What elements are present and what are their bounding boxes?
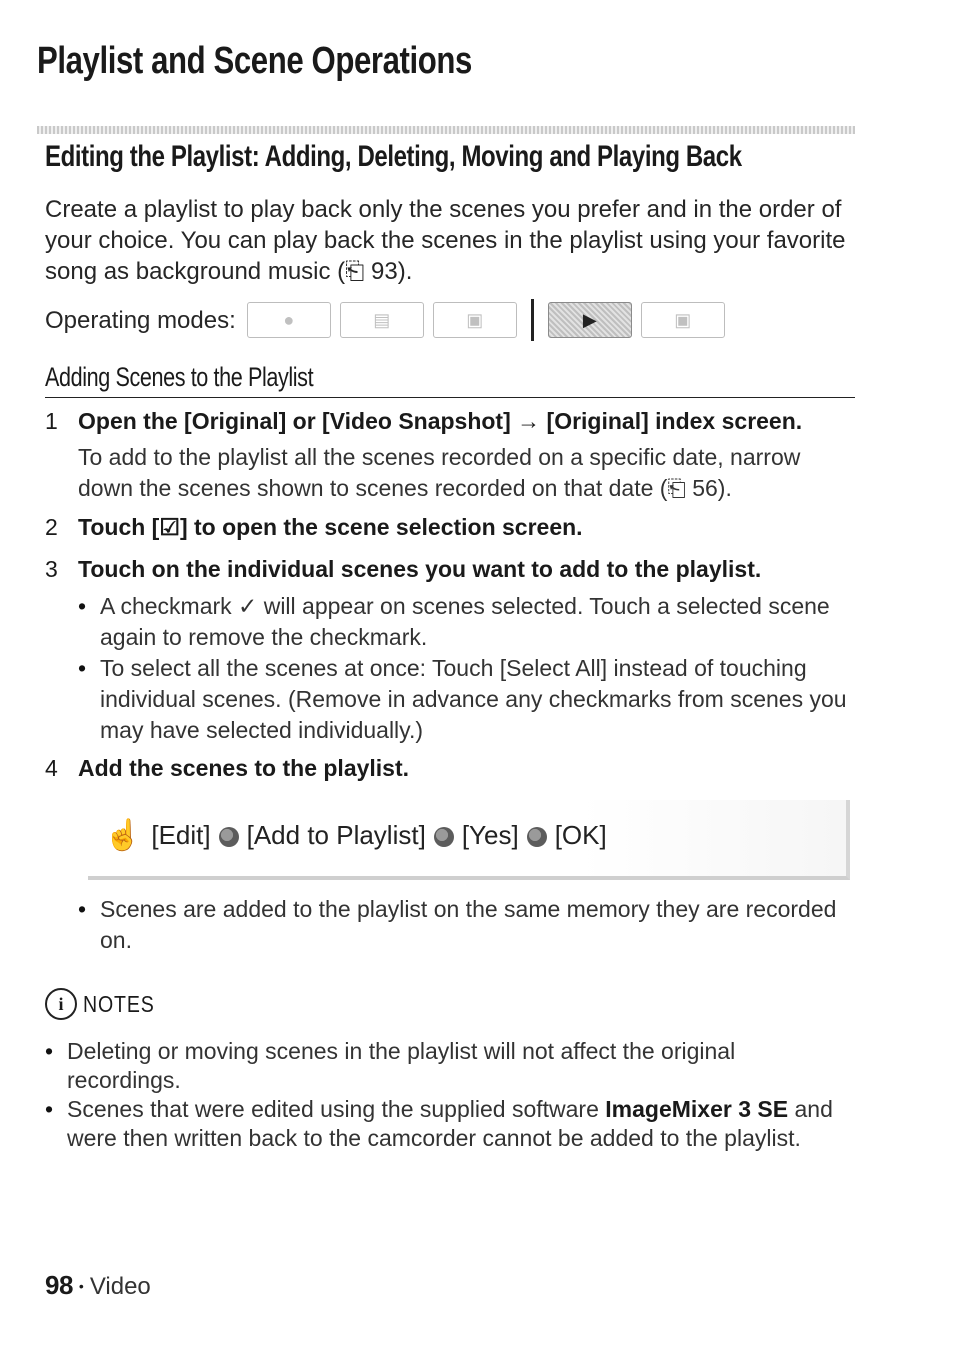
operation-item: [Yes] [461,820,519,850]
page-number: 98 [45,1270,73,1300]
step-4 [45,755,409,782]
photo-playback-icon: ▣ [641,302,725,338]
step-title: Add the scenes to the playlist. [78,755,410,781]
list-item: • Scenes are added to the playlist on the same memory they are recorded on. [78,894,858,956]
section-divider [37,126,855,134]
operation-item: [OK] [554,820,607,850]
operating-modes [45,300,725,340]
operation-item: [Add to Playlist] [246,820,426,850]
page-footer [45,1270,151,1301]
step-3 [45,556,761,583]
step-title: Touch on the individual scenes you want to add to the playlist. [78,556,762,582]
footer-section: Video [89,1273,151,1300]
page-title: Playlist and Scene Operations [37,40,472,82]
step-number: 2 [45,514,58,540]
arrow-icon [219,827,239,847]
sub-heading-rule [45,397,855,398]
step-1-description: To add to the playlist all the scenes recorded on a specific date, narrow down the scenes shown to scenes recorded on that date (⎗ 56). [78,444,801,501]
step-title: Touch [☑] to open the scene selection screen. [78,514,583,540]
notes-list [45,1037,855,1153]
software-name: ImageMixer 3 SE [605,1096,789,1122]
operation-item: [Edit] [151,820,211,850]
movie-mode-icon: ▤ [340,302,424,338]
step-number: 1 [45,408,58,434]
section-heading: Editing the Playlist: Adding, Deleting, Moving and Playing Back [45,140,742,173]
footer-separator: • [78,1278,84,1294]
photo-mode-icon: ▣ [433,302,517,338]
mode-separator [531,299,534,341]
operation-sequence [104,818,607,853]
auto-mode-icon: ● [247,302,331,338]
notes-label: NOTES [83,990,155,1017]
step-1 [45,408,802,435]
list-item: • A checkmark ✓ will appear on scenes selected. Touch a selected scene again to remove the checkmark. [78,591,858,653]
sub-heading: Adding Scenes to the Playlist [45,362,314,392]
info-icon: i [45,988,77,1020]
intro-paragraph: Create a playlist to play back only the scenes you prefer and in the order of your choice. You can play back the scenes in the playlist using your favorite song as background music (⎗ 93). [45,196,846,285]
arrow-icon [527,827,547,847]
notes-header [45,988,167,1020]
list-item: • To select all the scenes at once: Touch [Select All] instead of touching individual scenes. (Remove in advance any checkmarks from scenes you may have selected individually.) [78,653,858,746]
step-2 [45,514,583,541]
movie-playback-icon: ▶ [548,302,632,338]
after-bullets [78,894,858,956]
note-item: • Scenes that were edited using the supplied software ImageMixer 3 SE and were then written back to the camcorder cannot be added to the playlist. [45,1095,855,1153]
touch-hand-icon: ☝ [104,819,142,852]
step-3-bullets [78,591,858,746]
arrow-icon [434,827,454,847]
step-number: 4 [45,755,58,781]
operating-modes-label: Operating modes: [45,306,236,334]
step-number: 3 [45,556,58,582]
note-item: • Deleting or moving scenes in the playlist will not affect the original recordings. [45,1037,855,1095]
step-title: Open the [Original] or [Video Snapshot] → [Original] index screen. [78,408,803,434]
